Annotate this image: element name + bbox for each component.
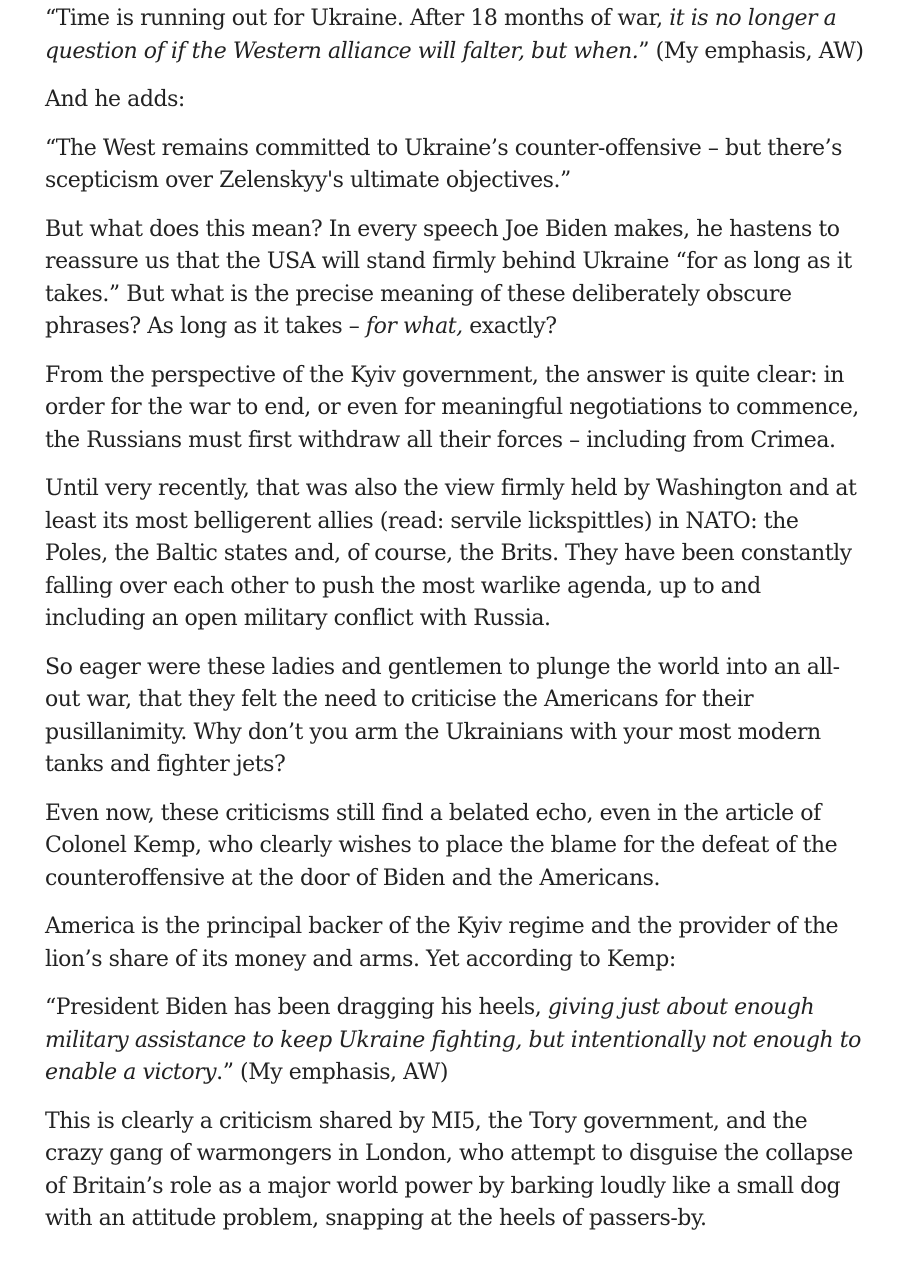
paragraph-america-backer — [45, 911, 865, 976]
text-segment: So eager were these ladies and gentlemen to plunge the world into an all-out war, that they felt the need to criticise the Americans for their pusillanimity. Why don’t you arm the Ukrainians with your most modern tanks and fighter jets? — [45, 654, 840, 777]
text-segment: ” (My emphasis, AW) — [638, 38, 864, 64]
paragraph-quote-west-committed — [45, 133, 865, 198]
text-segment: exactly? — [462, 314, 557, 339]
paragraph-colonel-kemp — [45, 798, 865, 896]
text-segment: This is clearly a criticism shared by MI5, the Tory government, and the crazy gang of warmongers in London, who attempt to disguise the collapse of Britain’s role as a major world power by barking loudly like a small dog with an attitude problem, snapping at the heels of passers-by. — [45, 1108, 853, 1231]
text-segment: “Time is running out for Ukraine. After 18 months of war, — [45, 6, 670, 31]
paragraph-eager-for-war — [45, 652, 865, 782]
text-segment: “The West remains committed to Ukraine’s counter-offensive – but there’s scepticism over Zelenskyy's ultimate objectives.” — [45, 135, 842, 193]
text-segment: America is the principal backer of the Kyiv regime and the provider of the lion’s share of its money and arms. Yet according to Kemp: — [45, 914, 839, 972]
paragraph-quote-biden-heels — [45, 992, 865, 1090]
paragraph-quote-time-running-out — [45, 3, 865, 68]
paragraph-kyiv-perspective — [45, 360, 865, 458]
text-segment: Until very recently, that was also the view firmly held by Washington and at least its most belligerent allies (read: servile lickspittles) in NATO: the Poles, the Baltic states and, of course, the Brits. They have been constantly falling over each other to push the most warlike agenda, up to and including an open military conflict with Russia. — [45, 476, 857, 631]
text-segment: .” (My emphasis, AW) — [216, 1060, 448, 1085]
emphasis-segment: it is no longer a question of if the Western alliance will falter, but when. — [45, 6, 837, 64]
paragraph-biden-speech — [45, 214, 865, 344]
text-segment: “President Biden has been dragging his heels, — [45, 995, 548, 1020]
paragraph-mi5-criticism — [45, 1106, 865, 1236]
paragraph-washington-allies — [45, 473, 865, 636]
text-segment: From the perspective of the Kyiv government, the answer is quite clear: in order for the war to end, or even for meaningful negotiations to commence, the Russians must first withdraw all their forces – including from Crimea. — [45, 362, 859, 453]
emphasis-segment: giving just about enough military assistance to keep Ukraine fighting, but intentionally not enough to enable a victory — [45, 995, 861, 1085]
text-segment: But what does this mean? In every speech Joe Biden makes, he hastens to reassure us that the USA will stand firmly behind Ukraine “for as long as it takes.” But what is the precise meaning of these deliberately obscure phrases? As long as it takes – — [45, 216, 852, 339]
text-segment: And he adds: — [45, 87, 185, 112]
text-segment: Even now, these criticisms still find a belated echo, even in the article of Colonel Kemp, who clearly wishes to place the blame for the defeat of the counteroffensive at the door of Biden and the Americans. — [45, 800, 838, 891]
emphasis-segment: for what, — [365, 314, 463, 339]
article-body — [45, 3, 865, 1252]
paragraph-and-he-adds — [45, 84, 865, 117]
